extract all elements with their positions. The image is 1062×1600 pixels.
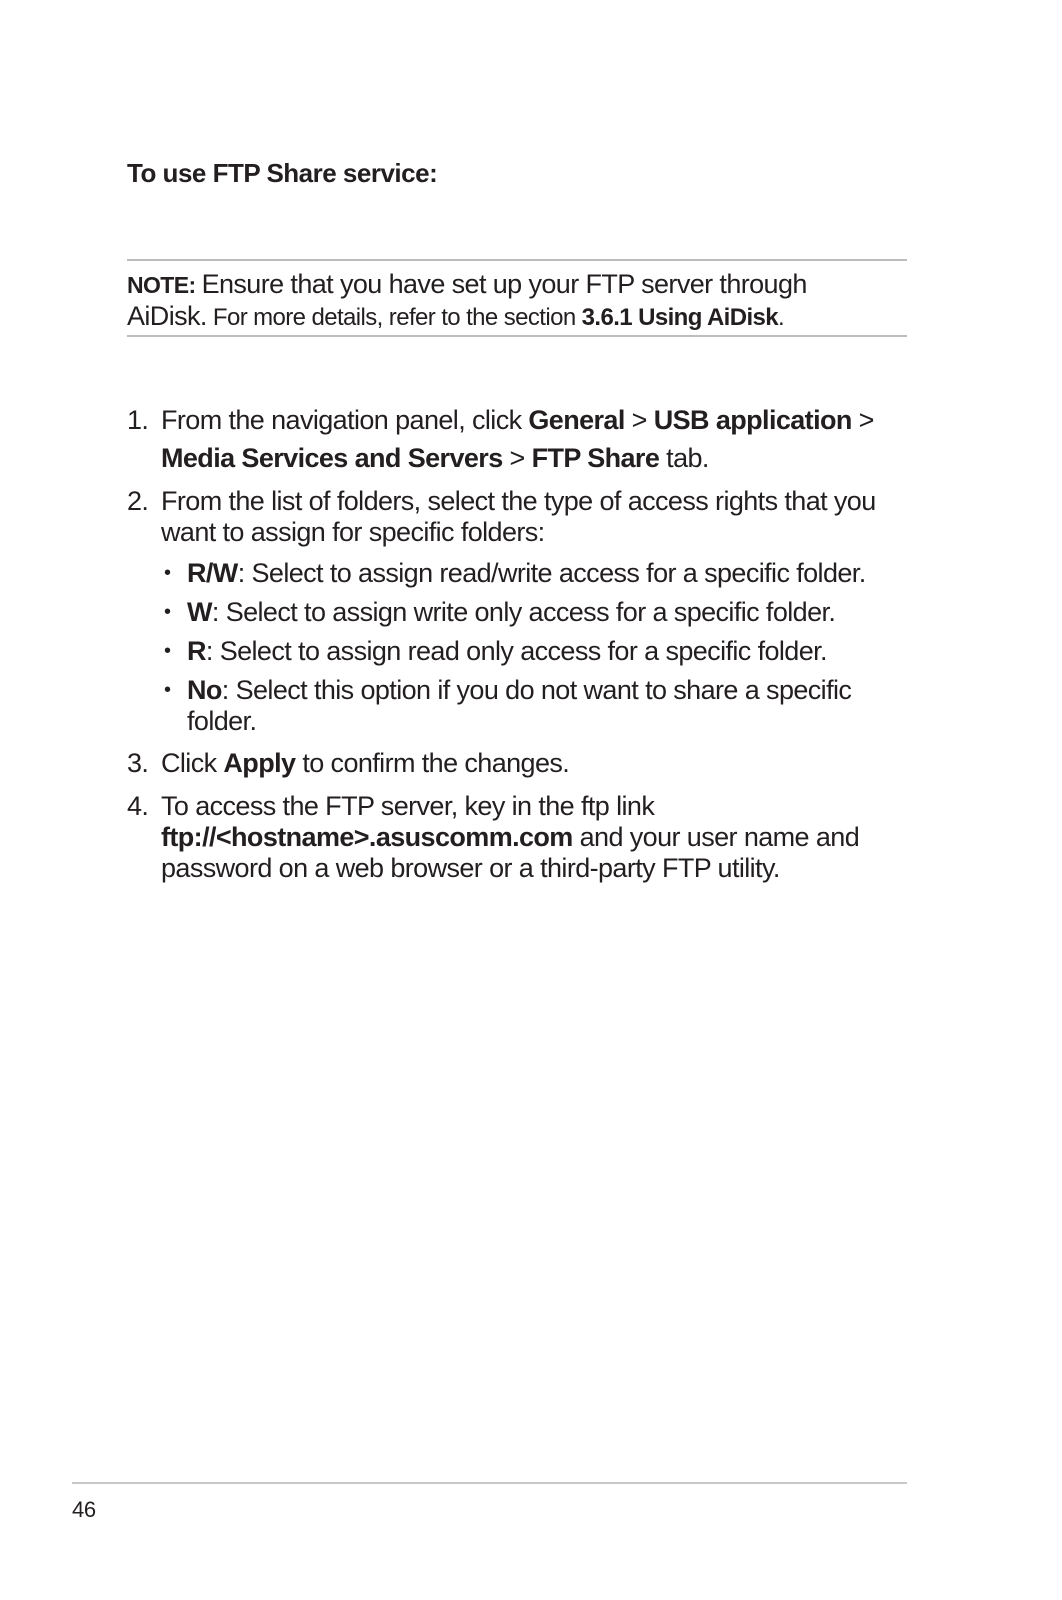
list-item — [161, 636, 917, 667]
step-4 — [127, 791, 917, 884]
separator: > — [502, 443, 532, 473]
step-1-text: From the navigation panel, click — [161, 405, 529, 435]
access-description: : Select to assign read/write access for a specific folder. — [237, 558, 866, 588]
step-2 — [127, 486, 917, 737]
access-key: No — [187, 675, 222, 705]
step-2-line-1: From the list of folders, select the type of access rights that you — [161, 486, 876, 516]
step-4-text: and your user name and — [572, 822, 860, 852]
ftp-link: ftp://<hostname>.asuscomm.com — [161, 822, 573, 852]
menu-usb-application: USB application — [653, 405, 852, 435]
bullet-icon: • — [164, 679, 171, 701]
step-1-line-1 — [161, 402, 917, 438]
step-3-text: Click — [161, 748, 224, 778]
step-number: 4. — [127, 791, 149, 821]
list-item — [161, 558, 917, 589]
note-line-1 — [127, 269, 807, 300]
section-heading: To use FTP Share service: — [127, 158, 438, 188]
menu-general: General — [528, 405, 625, 435]
menu-media-services: Media Services and Servers — [161, 443, 503, 473]
note-text-1: Ensure that you have set up your FTP server through — [201, 269, 807, 299]
access-key: W — [187, 597, 212, 627]
list-item — [161, 597, 917, 628]
step-number: 2. — [127, 486, 149, 516]
separator: > — [851, 405, 874, 435]
step-1 — [127, 402, 917, 476]
note-box — [127, 259, 907, 337]
bullet-line-2: folder. — [187, 706, 257, 736]
step-3-line — [161, 745, 917, 781]
note-label: NOTE: — [127, 272, 196, 298]
bullet-icon: • — [164, 562, 171, 584]
footer-divider — [72, 1482, 907, 1484]
access-description: : Select to assign read only access for a specific folder. — [205, 636, 827, 666]
tab-ftp-share: FTP Share — [531, 443, 660, 473]
step-3-text-end: to confirm the changes. — [295, 748, 570, 778]
note-section-reference: 3.6.1 Using AiDisk — [581, 304, 779, 331]
separator: > — [624, 405, 654, 435]
step-number: 3. — [127, 748, 149, 778]
note-line-2 — [127, 301, 784, 332]
bullet-icon: • — [164, 601, 171, 623]
step-2-line-2: want to assign for specific folders: — [161, 517, 545, 547]
step-3 — [127, 745, 917, 781]
step-1-line-2 — [161, 440, 917, 476]
bullet-line-1 — [187, 675, 917, 706]
step-number: 1. — [127, 405, 149, 435]
step-4-line-2 — [161, 822, 917, 853]
note-text-2b: For more details, refer to the section — [206, 304, 582, 331]
access-key: R/W — [187, 558, 238, 588]
page-number: 46 — [72, 1497, 96, 1522]
note-text-2-end: . — [778, 304, 785, 331]
step-4-line-1: To access the FTP server, key in the ftp link — [161, 791, 655, 821]
step-4-line-3: password on a web browser or a third-party FTP utility. — [161, 853, 780, 883]
access-description: : Select to assign write only access for a specific folder. — [211, 597, 836, 627]
bullet-icon: • — [164, 640, 171, 662]
note-text-2a: AiDisk. — [127, 301, 207, 331]
steps-list — [127, 402, 917, 884]
access-description: : Select this option if you do not want to share a specific — [221, 675, 852, 705]
list-item — [161, 675, 917, 737]
step-1-text-end: tab. — [659, 443, 709, 473]
access-rights-list — [161, 558, 917, 737]
access-key: R — [187, 636, 206, 666]
apply-label: Apply — [223, 748, 296, 778]
